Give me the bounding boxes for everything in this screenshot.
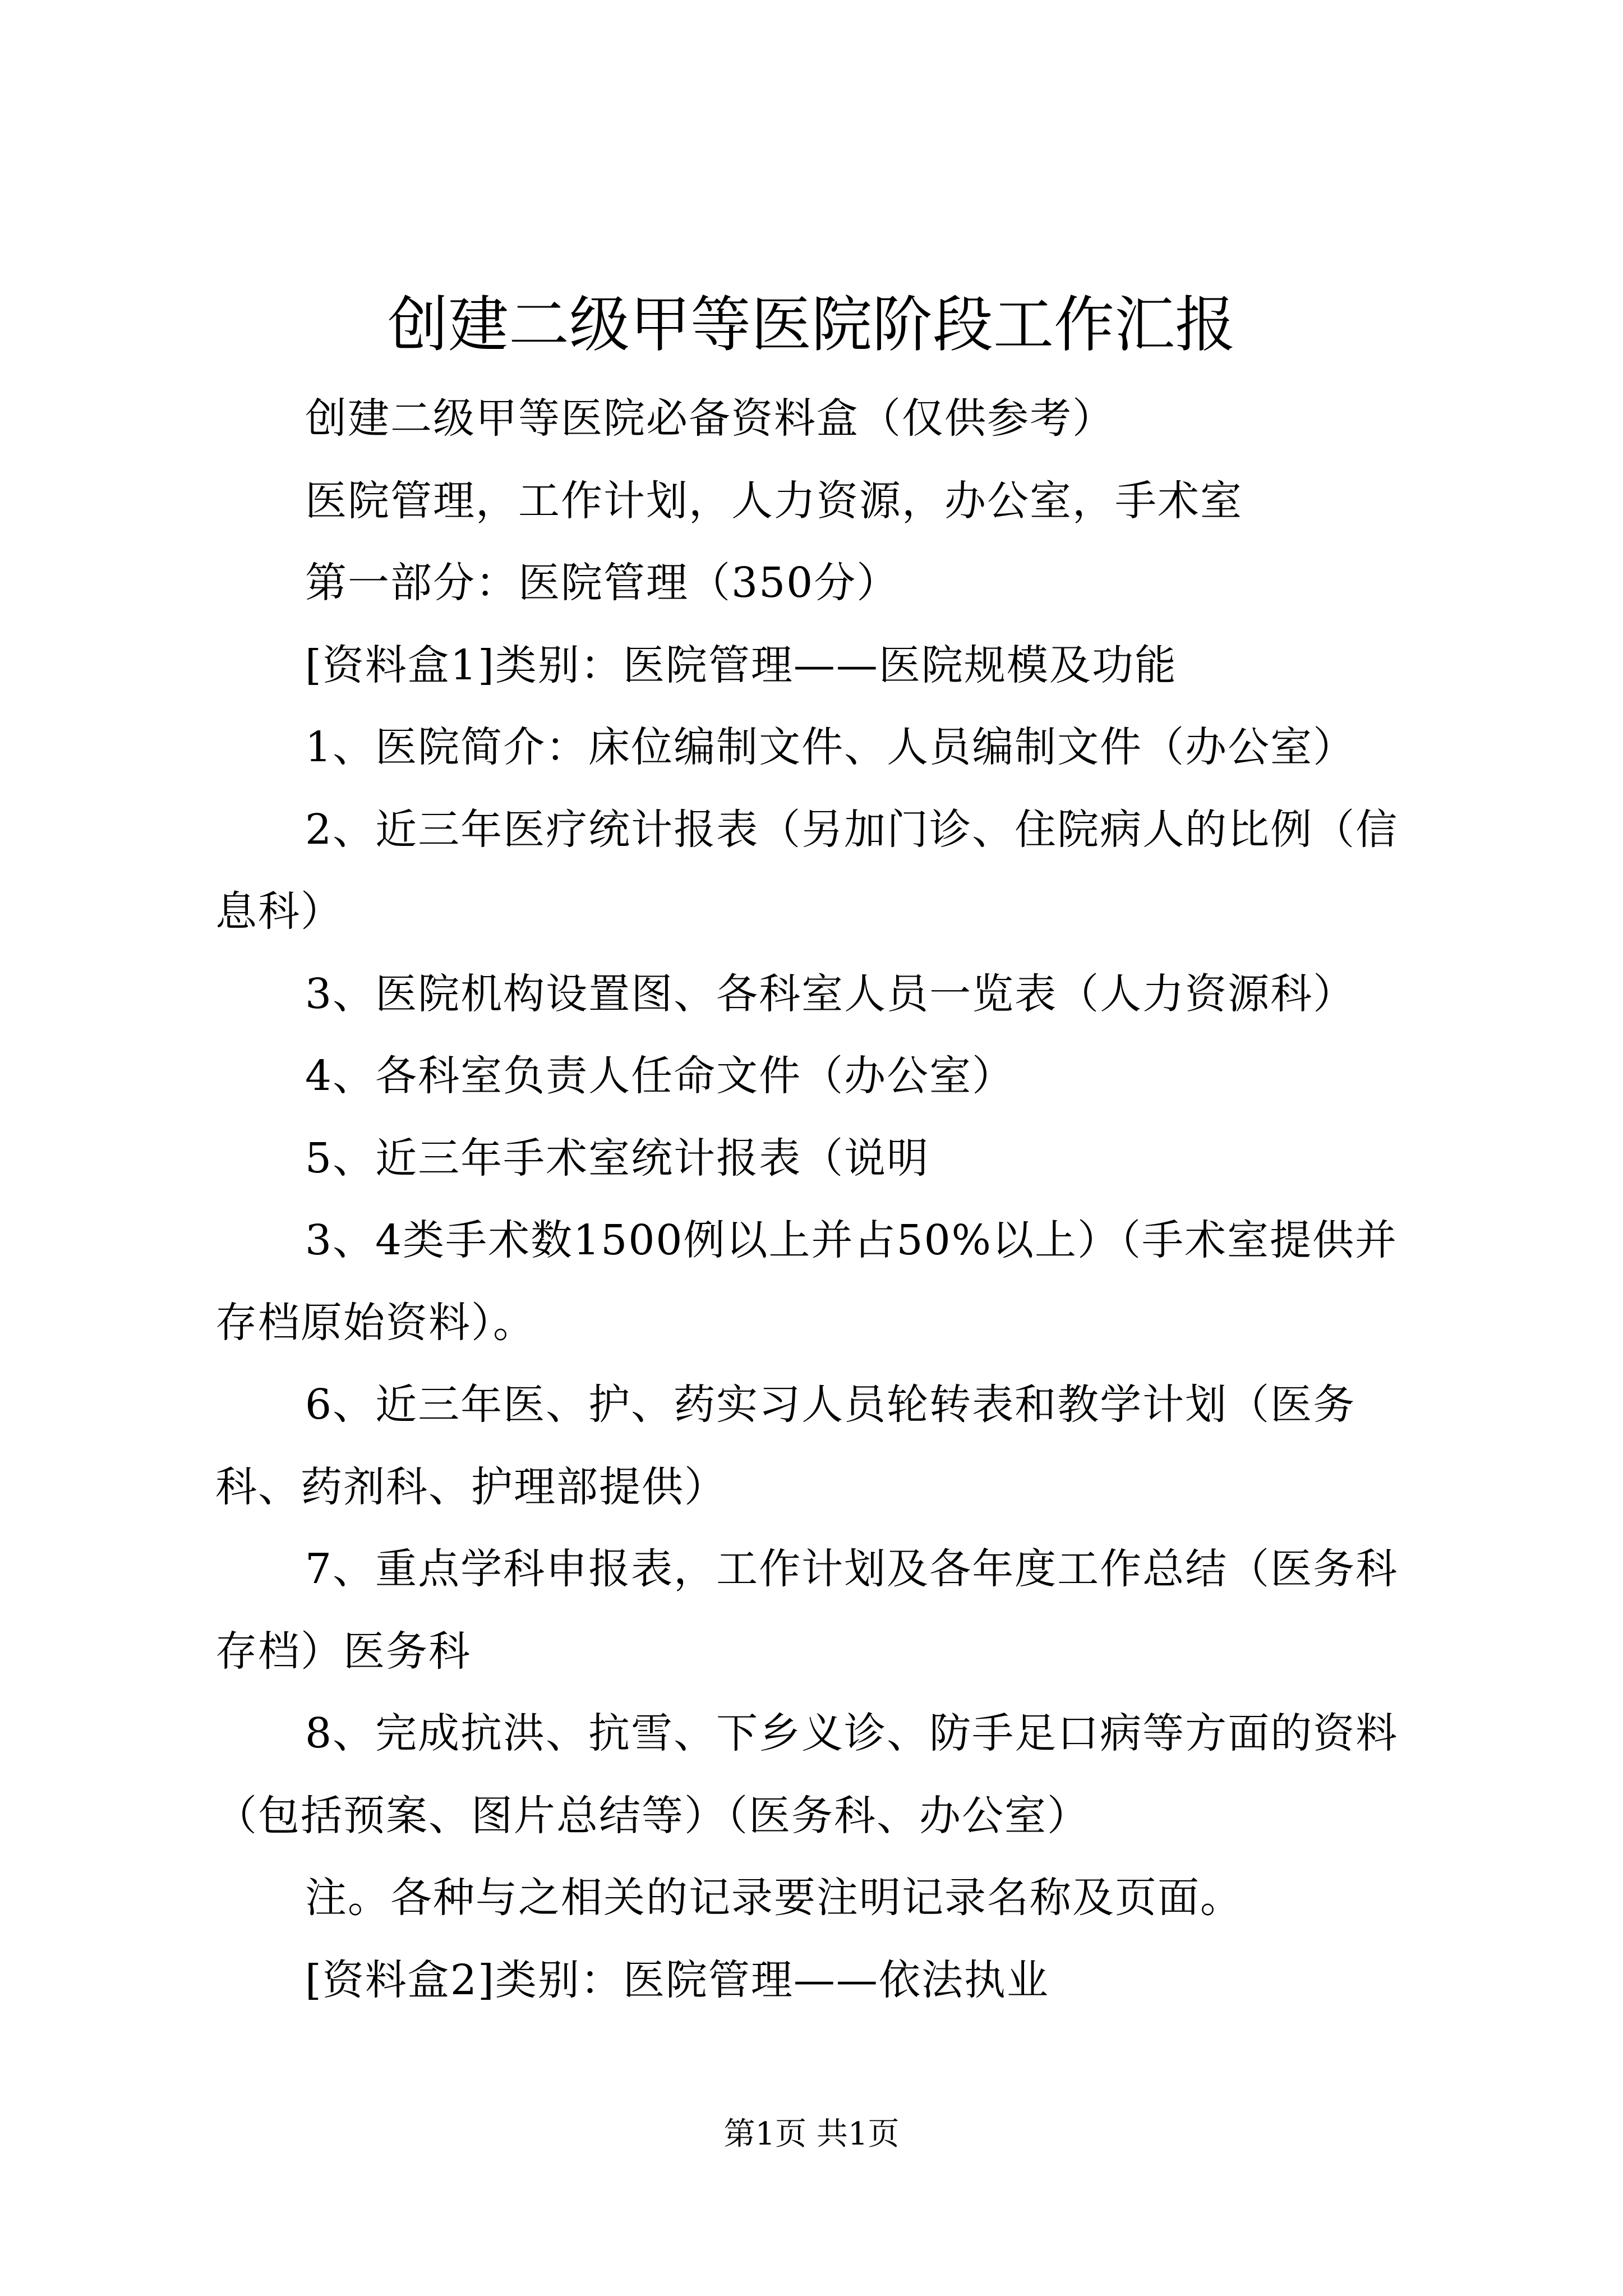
- paragraph: 1、医院简介：床位编制文件、人员编制文件（办公室）: [305, 723, 1356, 771]
- page-footer: 第1页 共1页: [723, 2116, 900, 2152]
- paragraph: 3、4类手术数1500例以上并占50%以上）（手术室提供并存档原始资料）。: [215, 1216, 1398, 1347]
- paragraph: 第一部分：医院管理（350分）: [305, 559, 900, 607]
- paragraph: 5、近三年手术室统计报表（说明: [305, 1134, 930, 1182]
- document-body: [215, 378, 1427, 2021]
- document-title: 创建二级甲等医院阶段工作汇报: [387, 290, 1235, 360]
- paragraph: 3、医院机构设置图、各科室人员一览表（人力资源科）: [305, 969, 1356, 1018]
- paragraph: 7、重点学科申报表，工作计划及各年度工作总结（医务科存档）医务科: [215, 1545, 1399, 1676]
- paragraph: [资料盒2]类别：医院管理——依法执业: [305, 1955, 1049, 2004]
- paragraph: 6、近三年医、护、药实习人员轮转表和教学计划（医务科、药剂科、护理部提供）: [215, 1381, 1356, 1511]
- paragraph: 2、近三年医疗统计报表（另加门诊、住院病人的比例（信息科）: [215, 805, 1399, 936]
- paragraph: 创建二级甲等医院必备资料盒（仅供参考）: [305, 394, 1115, 443]
- paragraph: 注。各种与之相关的记录要注明记录名称及页面。: [305, 1874, 1243, 1922]
- paragraph: [资料盒1]类别：医院管理——医院规模及功能: [305, 641, 1177, 689]
- paragraph: 8、完成抗洪、抗雪、下乡义诊、防手足口病等方面的资料（包括预案、图片总结等）（医务科、办公室）: [215, 1709, 1399, 1840]
- paragraph: 医院管理，工作计划，人力资源，办公室，手术室: [305, 476, 1243, 525]
- paragraph: 4、各科室负责人任命文件（办公室）: [305, 1052, 1015, 1100]
